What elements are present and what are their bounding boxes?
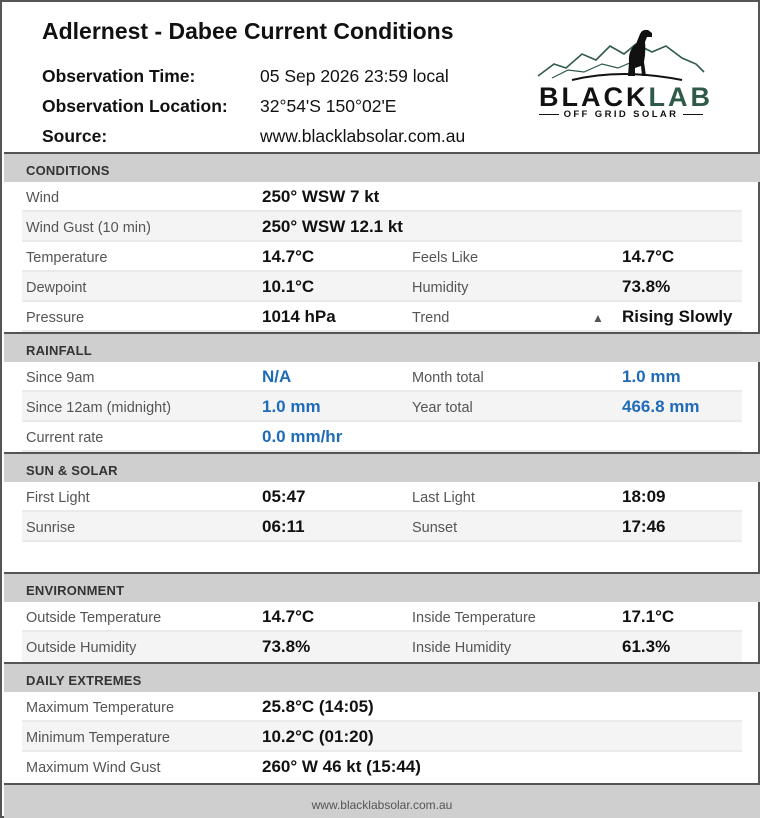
row-max-wind-gust bbox=[22, 752, 742, 782]
page-title: Adlernest - Dabee Current Conditions bbox=[42, 18, 454, 44]
wind-gust-label: Wind Gust (10 min) bbox=[26, 220, 151, 236]
footer-link[interactable]: www.blacklabsolar.com.au bbox=[311, 798, 453, 812]
logo-dash-left bbox=[539, 114, 559, 116]
outside-humidity-value: 73.8% bbox=[262, 637, 311, 656]
section-title: RAINFALL bbox=[26, 343, 92, 358]
max-wind-gust-label: Maximum Wind Gust bbox=[26, 760, 161, 776]
year-total-label: Year total bbox=[412, 400, 473, 416]
month-total-value: 1.0 mm bbox=[622, 367, 681, 386]
max-temperature-label: Maximum Temperature bbox=[26, 700, 175, 716]
observation-time-label: Observation Time: bbox=[42, 66, 196, 86]
current-rate-label: Current rate bbox=[26, 430, 104, 446]
outside-temperature-value: 14.7°C bbox=[262, 607, 315, 626]
last-light-label: Last Light bbox=[412, 490, 475, 506]
outside-humidity-label: Outside Humidity bbox=[26, 640, 137, 656]
trend-label: Trend bbox=[412, 310, 450, 326]
month-total-label: Month total bbox=[412, 370, 484, 386]
logo-tagline bbox=[539, 109, 703, 120]
since-9am-value: N/A bbox=[262, 367, 292, 386]
row-max-temperature bbox=[22, 692, 742, 722]
section-title: DAILY EXTREMES bbox=[26, 673, 142, 688]
current-rate-value: 0.0 mm/hr bbox=[262, 427, 343, 446]
source-value: www.blacklabsolar.com.au bbox=[260, 126, 466, 146]
temperature-label: Temperature bbox=[26, 250, 108, 266]
section-header-daily-extremes bbox=[4, 662, 760, 692]
since-midnight-value: 1.0 mm bbox=[262, 397, 321, 416]
logo-word-lab: LAB bbox=[648, 82, 713, 112]
observation-time-value: 05 Sep 2026 23:59 local bbox=[260, 66, 449, 86]
inside-humidity-value: 61.3% bbox=[622, 637, 671, 656]
pressure-value: 1014 hPa bbox=[262, 307, 336, 326]
sunrise-label: Sunrise bbox=[26, 520, 76, 536]
since-midnight-label: Since 12am (midnight) bbox=[26, 400, 172, 416]
first-light-label: First Light bbox=[26, 490, 90, 506]
trend-up-icon: ▲ bbox=[592, 311, 604, 325]
row-pressure bbox=[22, 302, 742, 332]
last-light-value: 18:09 bbox=[622, 487, 666, 506]
observation-location-label: Observation Location: bbox=[42, 96, 228, 116]
row-sunrise bbox=[22, 512, 742, 542]
temperature-value: 14.7°C bbox=[262, 247, 315, 266]
min-temperature-label: Minimum Temperature bbox=[26, 730, 170, 746]
wind-value: 250° WSW 7 kt bbox=[262, 187, 380, 206]
logo-tagline-text: OFF GRID SOLAR bbox=[563, 109, 679, 120]
row-current-rate bbox=[22, 422, 742, 452]
section-header-environment bbox=[4, 572, 760, 602]
humidity-value: 73.8% bbox=[622, 277, 671, 296]
source-label: Source: bbox=[42, 126, 108, 146]
observation-location-value: 32°54'S 150°02'E bbox=[260, 96, 397, 116]
dewpoint-value: 10.1°C bbox=[262, 277, 315, 296]
inside-temperature-value: 17.1°C bbox=[622, 607, 675, 626]
feels-like-value: 14.7°C bbox=[622, 247, 675, 266]
outside-temperature-label: Outside Temperature bbox=[26, 610, 162, 626]
inside-temperature-label: Inside Temperature bbox=[412, 610, 536, 626]
year-total-value: 466.8 mm bbox=[622, 397, 700, 416]
min-temperature-value: 10.2°C (01:20) bbox=[262, 727, 374, 746]
feels-like-label: Feels Like bbox=[412, 250, 479, 266]
section-header-conditions bbox=[4, 152, 760, 182]
max-temperature-value: 25.8°C (14:05) bbox=[262, 697, 374, 716]
sunrise-value: 06:11 bbox=[262, 517, 305, 536]
wind-gust-value: 250° WSW 12.1 kt bbox=[262, 217, 403, 236]
section-title: CONDITIONS bbox=[26, 163, 110, 178]
sunset-value: 17:46 bbox=[622, 517, 666, 536]
humidity-label: Humidity bbox=[412, 280, 469, 296]
row-temperature bbox=[22, 242, 742, 272]
row-since-9am bbox=[22, 362, 742, 392]
row-empty bbox=[22, 542, 742, 572]
wind-label: Wind bbox=[26, 190, 60, 206]
section-title: ENVIRONMENT bbox=[26, 583, 125, 598]
sunset-label: Sunset bbox=[412, 520, 458, 536]
max-wind-gust-value: 260° W 46 kt (15:44) bbox=[262, 757, 421, 776]
row-wind bbox=[22, 182, 742, 212]
pressure-label: Pressure bbox=[26, 310, 85, 326]
row-outside-humidity bbox=[22, 632, 742, 662]
since-9am-label: Since 9am bbox=[26, 370, 95, 386]
logo-word-black: BLACK bbox=[539, 82, 649, 112]
row-min-temperature bbox=[22, 722, 742, 752]
row-first-light bbox=[22, 482, 742, 512]
section-header-rainfall bbox=[4, 332, 760, 362]
footer bbox=[4, 783, 760, 818]
row-since-midnight bbox=[22, 392, 742, 422]
row-wind-gust bbox=[22, 212, 742, 242]
row-dewpoint bbox=[22, 272, 742, 302]
trend-value: Rising Slowly bbox=[622, 307, 733, 326]
row-outside-temperature bbox=[22, 602, 742, 632]
logo-dash-right bbox=[683, 114, 703, 116]
section-title: SUN & SOLAR bbox=[26, 463, 118, 478]
inside-humidity-label: Inside Humidity bbox=[412, 640, 512, 656]
dewpoint-label: Dewpoint bbox=[26, 280, 87, 296]
first-light-value: 05:47 bbox=[262, 487, 306, 506]
section-header-sun-solar bbox=[4, 452, 760, 482]
